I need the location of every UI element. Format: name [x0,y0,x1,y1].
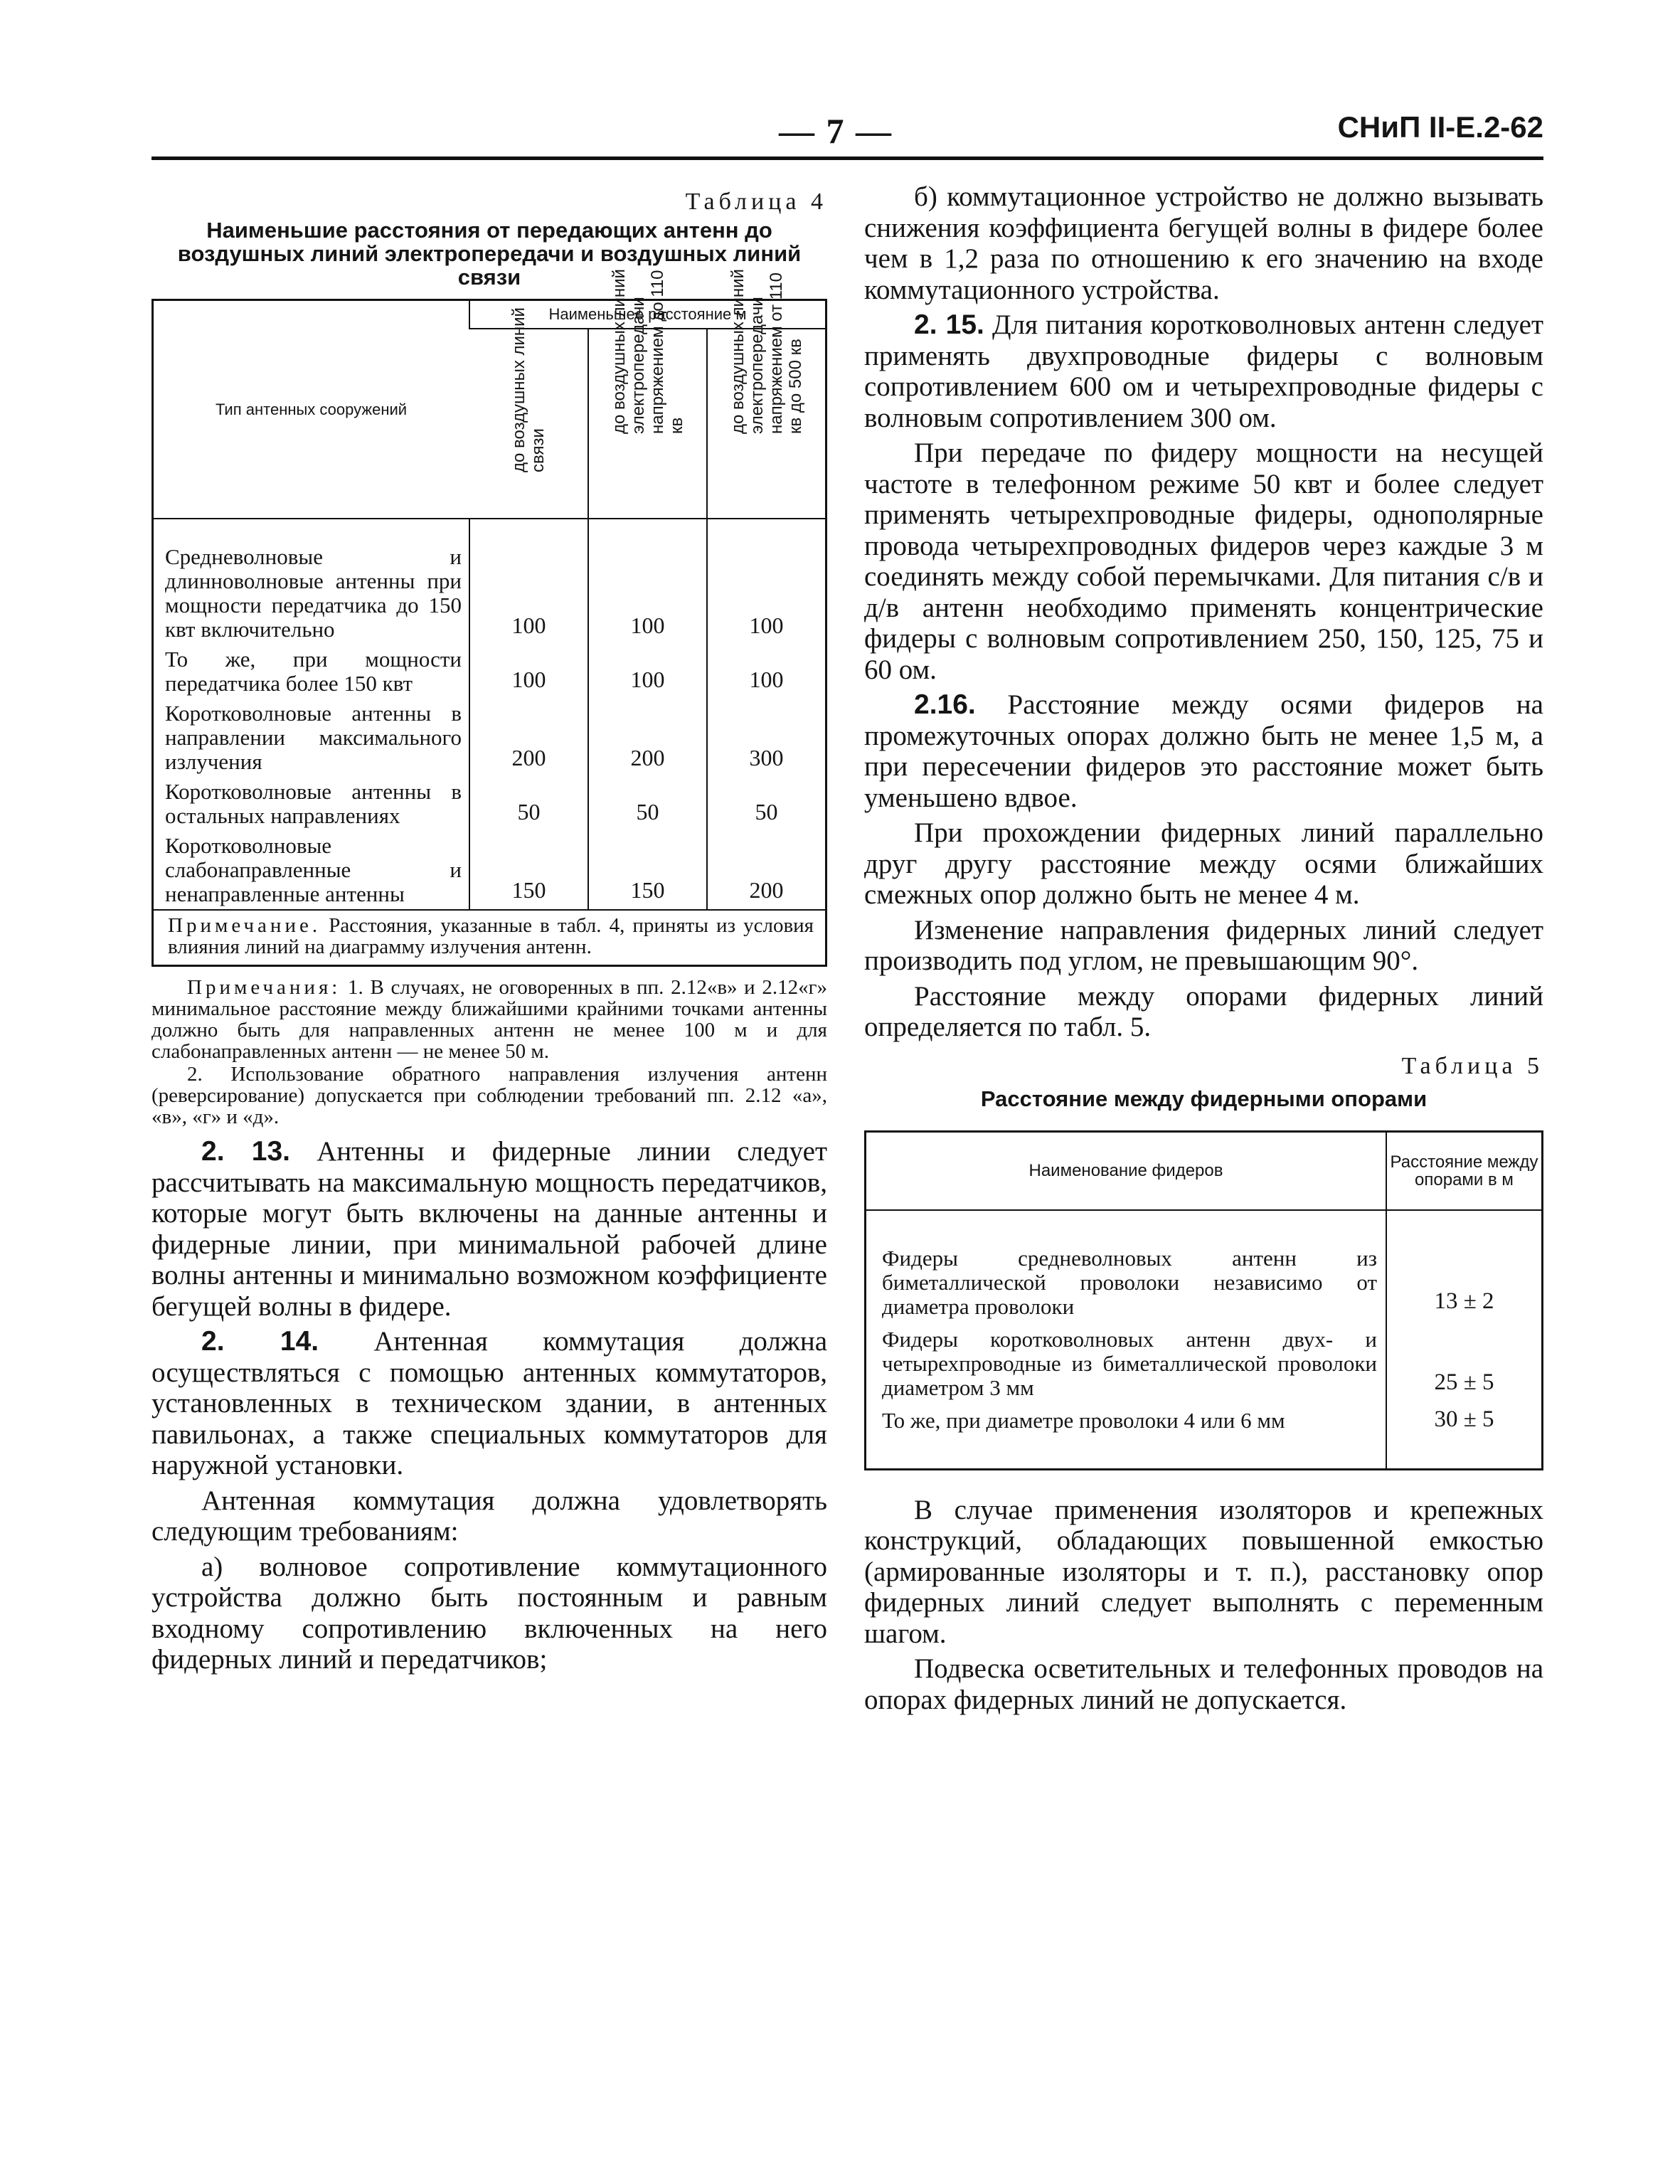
table4-cell: 150 [469,831,588,910]
clause-number: 2. 13. [201,1136,291,1167]
paragraph-2-14: 2. 14. Антенная коммутация должна осуществляться с помощью антенных коммутаторов, установленных в техническом здании, в антенных павильонах, а также специальных коммутаторов для наружной установки. [151,1326,828,1480]
paragraph-2-13: 2. 13. Антенны и фидерные линии следует рассчитывать на максимальную мощность передатчиков, которые могут быть включены на данные антенны и фидерные линии, при минимальной рабочей длине волны антенны и минимально возможном коэффициенте бегущей волны в фидере. [151,1136,828,1322]
paragraph: При передаче по фидеру мощности на несущей частоте в телефонном режиме 50 квт и более следует применять четырехпроводные фидеры, однополярные провода четырехпроводных фидеров через каждые 3 м соединять между собой перемычками. Для питания с/в и д/в антенн необходимо применять концентрические фидеры с волновым сопротивлением 250, 150, 125, 75 и 60 ом. [864,438,1543,685]
paragraph: Изменение направления фидерных линий следует производить под углом, не превышающим 90°. [864,914,1543,976]
table4-cell: 100 [469,519,588,645]
table4-title: Наименьшие расстояния от передающих антенн до воздушных линий электропередачи и воздушных линий связи [177,218,802,290]
right-column [864,181,1543,1719]
footnotes-label: Примечания: [187,976,341,999]
table5-col-name-header: Наименование фидеров [866,1131,1387,1210]
table5-col-dist-header: Расстояние между опорами в м [1386,1131,1543,1210]
paragraph: б) коммутационное устройство не должно вызывать снижения коэффициента бегущей волны в фидере более чем в 1,2 раза по отношению к его значению на входе коммутационного устройства. [864,181,1543,305]
table4-cell: 50 [707,777,826,831]
table4 [151,269,827,967]
page-number: — 7 — [779,111,893,151]
table4-cell: 200 [588,699,707,777]
table-row [153,645,826,699]
table4-cell: 100 [588,645,707,699]
footnote-item: 2. Использование обратного направления излучения антенн (реверсирование) допускается при соблюдении требований пп. 2.12 «а», «в», «г» и «д». [151,1063,827,1128]
table-row [153,777,826,831]
table4-col-header: до воздушных линий связи [509,307,548,472]
paragraph: В случае применения изоляторов и крепежных конструкций, обладающих повышенной емкостью (армированные изоляторы и т. п.), расстановку опор фидерных линий следует выполнять с переменным шагом. [864,1494,1543,1649]
table4-row-type: То же, при мощности передатчика более 150 квт [165,647,462,696]
table4-cell: 200 [707,831,826,910]
document-code: СНиП II-Е.2-62 [1337,110,1543,144]
table-row [153,519,826,645]
table5-row-name: Фидеры средневолновых антенн из биметаллической проволоки независимо от диаметра проволоки [882,1245,1377,1319]
table5-title: Расстояние между фидерными опорами [980,1086,1428,1111]
table4-col-type-header: Тип антенных сооружений [215,400,408,418]
table4-col-header: до воздушных линий электропередачи напряжением до 110 кв [588,329,707,519]
table5-row-name: То же, при диаметре проволоки 4 или 6 мм [882,1407,1285,1433]
clause-number: 2.16. [914,689,976,720]
table4-col-header: до воздушных линий электропередачи напряжением от 110 кв до 500 кв [707,329,826,519]
footnote-item: 1. В случаях, не оговоренных в пп. 2.12«в» и 2.12«г» минимальное расстояние между ближайшими крайними точками антенны должно быть для направленных антенн не менее 100 м и для слабонаправленных антенн — не менее 50 м. [151,976,828,1063]
table4-row-type: Средневолновые и длинноволновые антенны при мощности передатчика до 150 квт включительно [165,544,462,642]
paragraph-2-15: 2. 15. Для питания коротковолновых антенн следует применять двухпроводные фидеры с волновым сопротивлением 600 ом и четырехпроводные фидеры с волновым сопротивлением 300 ом. [864,309,1544,433]
table4-row-type: Коротковолновые слабонаправленные и ненаправленные антенны [165,833,462,906]
left-body-text [151,1136,827,1675]
table4-cell: 300 [707,699,826,777]
table4-cell: 100 [707,519,826,645]
table4-cell: 50 [588,777,707,831]
right-body-text [864,181,1543,1043]
paragraph: Подвеска осветительных и телефонных проводов на опорах фидерных линий не допускается. [864,1653,1543,1715]
table4-label: Таблица 4 [685,189,827,215]
paragraph: Расстояние между опорами фидерных линий определяется по табл. 5. [864,980,1543,1042]
paragraph: а) волновое сопротивление коммутационного устройства должно быть постоянным и равным входному сопротивлению включенных на него фидерных линий и передатчиков; [151,1551,827,1675]
table5-cell: 13 ± 2 [1386,1210,1543,1322]
paragraph-2-16: 2.16. Расстояние между осями фидеров на промежуточных опорах должно быть не менее 1,5 м, а при пересечении фидеров это расстояние может быть уменьшено вдвое. [864,689,1543,813]
table4-cell: 50 [469,777,588,831]
table4-cell: 200 [469,699,588,777]
clause-number: 2. 14. [201,1326,319,1357]
table4-footnotes [151,977,827,1128]
paragraph: При прохождении фидерных линий параллельно друг другу расстояние между осями ближайших смежных опор должно быть не менее 4 м. [864,817,1543,910]
table4-cell: 150 [588,831,707,910]
table4-note [153,910,826,966]
table-row [153,699,826,777]
table4-cell: 100 [707,645,826,699]
paragraph: Антенная коммутация должна удовлетворять следующим требованиям: [151,1485,827,1547]
clause-number: 2. 15. [914,309,984,340]
table-row [866,1210,1543,1322]
table4-note-label: Примечание. [168,914,321,937]
table5-row-name: Фидеры коротковолновых антенн двух- и четырехпроводные из биметаллической проволоки диаметром 3 мм [882,1326,1377,1400]
table4-note-text: Расстояния, указанные в табл. 4, приняты из условия влияния линий на диаграмму излучения антенн. [168,914,814,958]
table4-row-type: Коротковолновые антенны в направлении максимального излучения [165,701,462,774]
header-rule [151,157,1543,160]
table4-row-type: Коротковолновые антенны в остальных направлениях [165,779,462,828]
table4-cell: 100 [588,519,707,645]
table5-label: Таблица 5 [1401,1052,1543,1079]
left-column [151,181,827,1680]
right-body-text-after [864,1495,1543,1716]
table-row [866,1322,1543,1403]
table5-cell: 30 ± 5 [1386,1403,1543,1470]
table-row [153,831,826,910]
table4-col-group-header: Наименьшее расстояние м [469,300,826,329]
table4-cell: 100 [469,645,588,699]
table5-cell: 25 ± 5 [1386,1322,1543,1403]
table-row [866,1403,1543,1470]
table5 [864,1130,1543,1470]
